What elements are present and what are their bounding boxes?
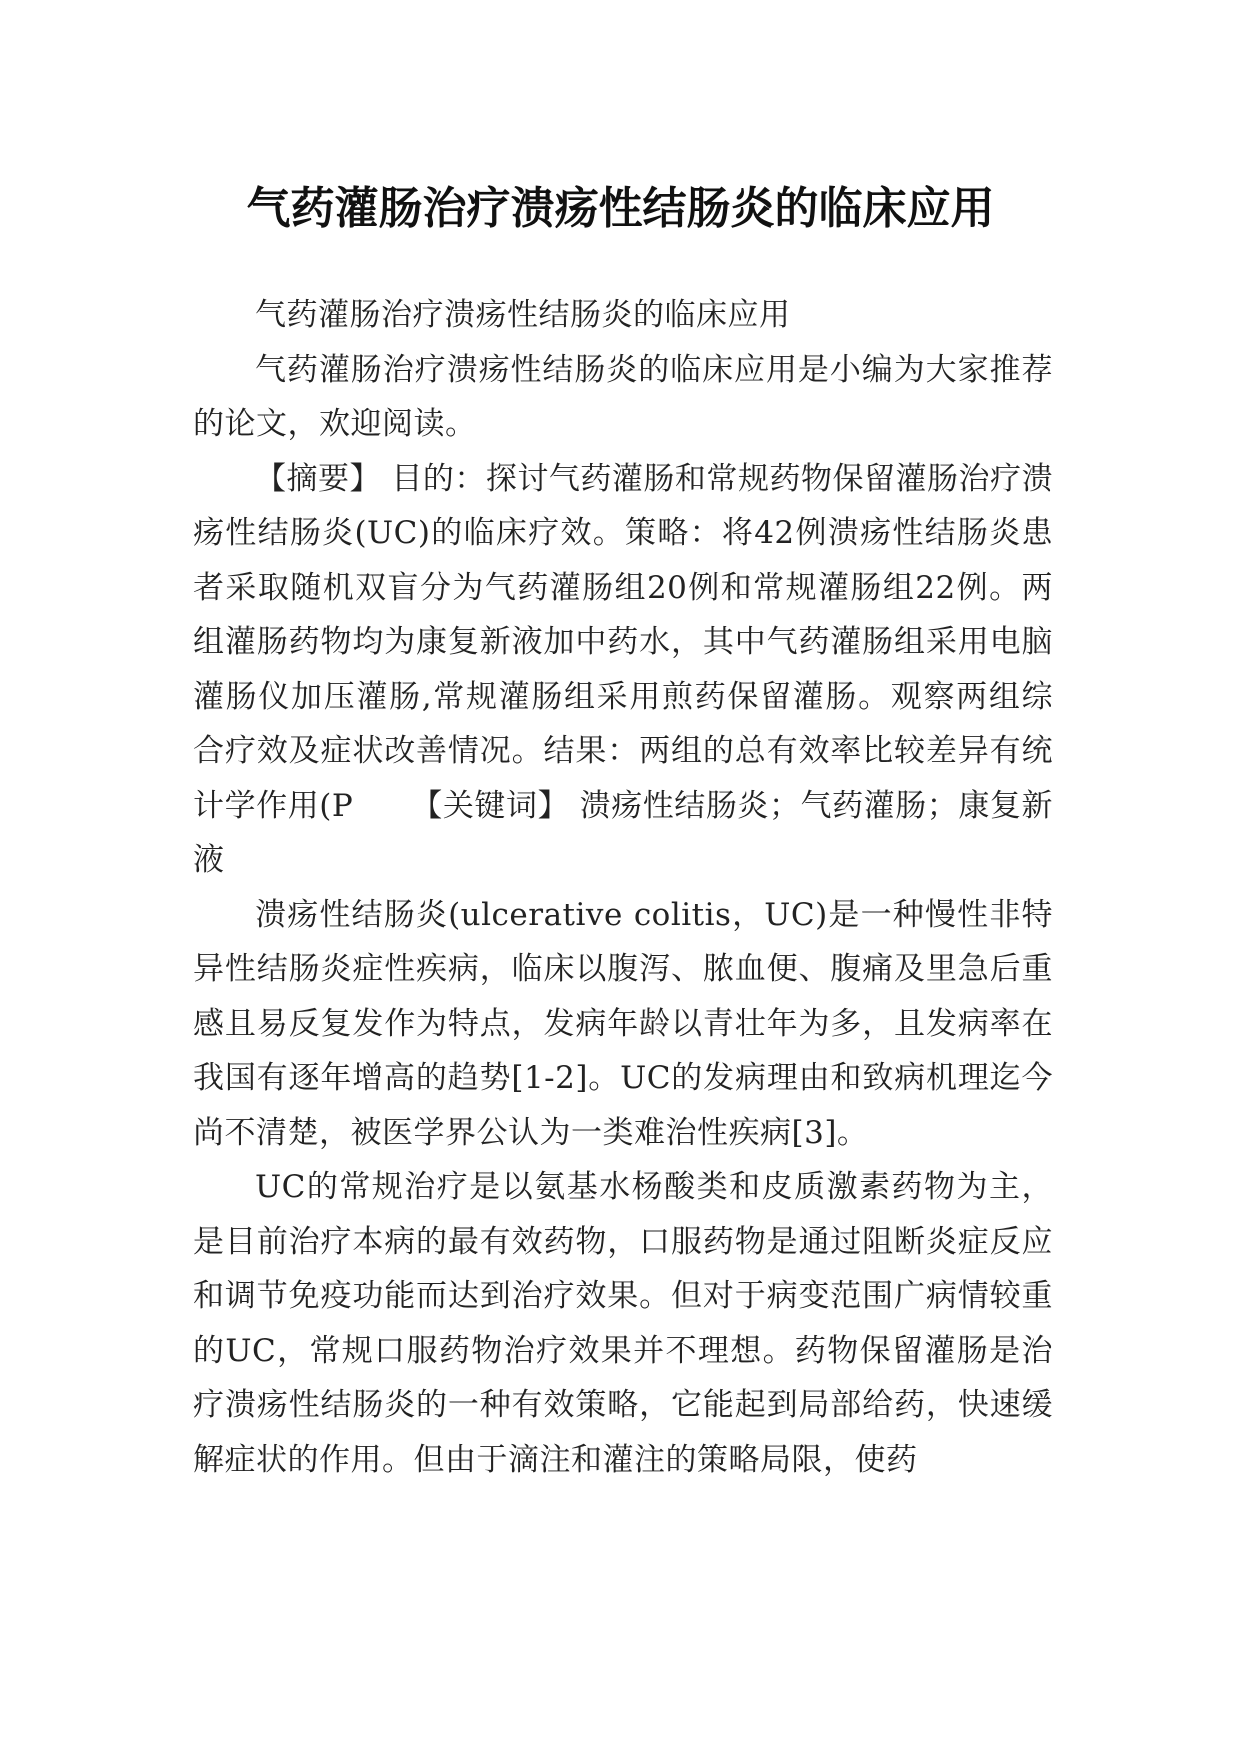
abstract-text: 【摘要】 目的：探讨气药灌肠和常规药物保留灌肠治疗溃疡性结肠炎(UC)的临床疗效。策略：将42例溃疡性结肠炎患者采取随机双盲分为气药灌肠组20例和常规灌肠组22例。两组灌肠药物均为康复新液加中药水，其中气药灌肠组采用电脑灌肠仪加压灌肠,常规灌肠组采用煎药保留灌肠。观察两组综合疗效及症状改善情况。结果：两组的总有效率比较差异有统计学作用(P xyxy=(193,460,1053,824)
paragraph-treatment: UC的常规治疗是以氨基水杨酸类和皮质激素药物为主，是目前治疗本病的最有效药物，口服药物是通过阻断炎症反应和调节免疫功能而达到治疗效果。但对于病变范围广病情较重的UC，常规口服药物治疗效果并不理想。药物保留灌肠是治疗溃疡性结肠炎的一种有效策略，它能起到局部给药，快速缓解症状的作用。但由于滴注和灌注的策略局限，使药 xyxy=(193,1169,1053,1478)
paragraph-background: 溃疡性结肠炎(ulcerative colitis，UC)是一种慢性非特异性结肠炎症性疾病，临床以腹泻、脓血便、腹痛及里急后重感且易反复发作为特点，发病年龄以青壮年为多，且发病率在我国有逐年增高的趋势[1-2]。UC的发病理由和致病机理迄今尚不清楚，被医学界公认为一类难治性疾病[3]。 xyxy=(193,896,1053,1151)
paragraph-intro: 气药灌肠治疗溃疡性结肠炎的临床应用是小编为大家推荐的论文，欢迎阅读。 xyxy=(193,351,1053,442)
paragraph-subtitle: 气药灌肠治疗溃疡性结肠炎的临床应用 xyxy=(255,297,791,333)
document-body xyxy=(193,288,1053,1487)
paragraph-abstract xyxy=(193,452,1053,888)
document-title: 气药灌肠治疗溃疡性结肠炎的临床应用 xyxy=(246,183,995,235)
keywords-text: 【关键词】 溃疡性结肠炎；气药灌肠；康复新液 xyxy=(193,787,1054,878)
